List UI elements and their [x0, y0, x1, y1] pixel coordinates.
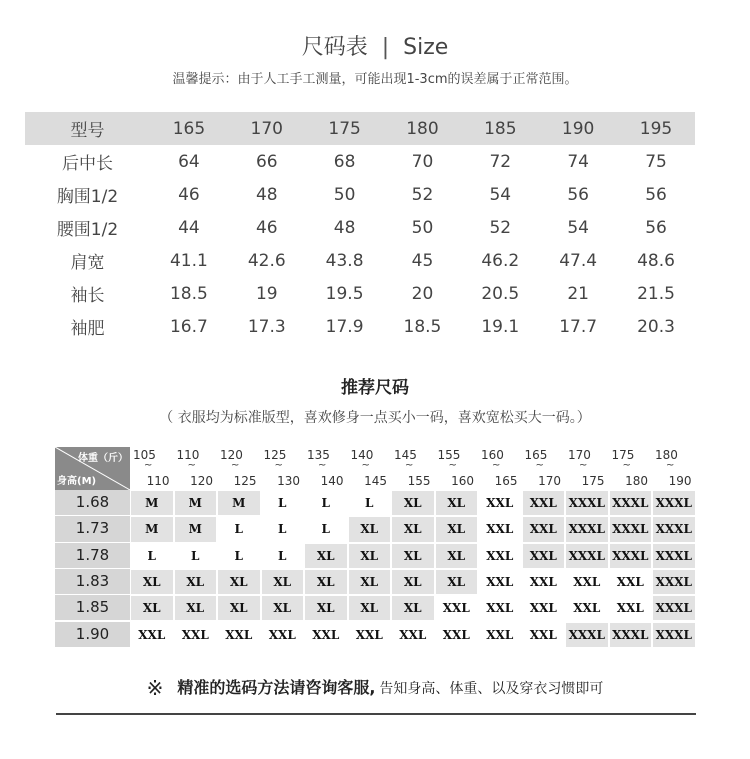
size-recommendation-cell: XL — [262, 596, 304, 620]
size-cell: 48.6 — [637, 250, 675, 271]
size-cell: 74 — [567, 151, 589, 172]
footer-tail: 告知身高、体重、以及穿衣习惯即可 — [379, 681, 604, 697]
weight-header — [522, 447, 566, 490]
size-row — [25, 145, 695, 178]
weight-header — [391, 447, 435, 490]
size-recommendation-cell: XXXL — [653, 491, 695, 515]
size-recommendation-cell: L — [218, 517, 260, 541]
size-recommendation-cell: XXXL — [653, 517, 695, 541]
size-recommendation-cell: L — [305, 517, 347, 541]
weight-from: 125 — [263, 448, 287, 462]
weight-header — [174, 447, 218, 490]
size-cell: 47.4 — [559, 250, 598, 271]
size-recommendation-cell: XL — [436, 491, 478, 515]
size-recommendation-cell: XXL — [610, 570, 652, 594]
size-cell: 41.1 — [169, 250, 208, 271]
size-header-row — [25, 112, 695, 145]
size-recommendation-cell: M — [218, 491, 260, 515]
weight-from: 165 — [524, 448, 548, 462]
size-cell: 20.5 — [481, 283, 520, 304]
page-title — [0, 30, 750, 61]
weight-header — [130, 447, 174, 490]
size-recommendation-cell: XXL — [523, 491, 565, 515]
size-cell: 56 — [567, 184, 589, 205]
size-cell: 48 — [255, 184, 278, 205]
weight-to: 190 — [668, 474, 692, 488]
size-cell: 17.9 — [325, 316, 364, 337]
size-recommendation-cell: XXXL — [566, 623, 608, 647]
size-cell: 66 — [255, 151, 278, 172]
size-cell: 18.5 — [169, 283, 208, 304]
size-cell: 46.2 — [481, 250, 520, 271]
size-recommendation-cell: XXL — [262, 623, 304, 647]
weight-tilde: ~ — [579, 460, 588, 471]
size-recommendation-cell: XXL — [131, 623, 173, 647]
size-recommendation-cell: XL — [349, 596, 391, 620]
size-recommendation-cell: XXL — [566, 596, 608, 620]
height-label: 1.83 — [55, 569, 130, 594]
size-recommendation-cell: XL — [305, 570, 347, 594]
weight-to: 170 — [538, 474, 561, 488]
size-cell: 48 — [333, 217, 356, 238]
weight-from: 180 — [655, 448, 678, 462]
size-row-label: 袖长 — [70, 286, 105, 306]
size-cell: 21 — [567, 283, 589, 304]
size-cell: 70 — [411, 151, 434, 172]
size-cell: 43.8 — [325, 250, 364, 271]
size-cell: 75 — [645, 151, 667, 172]
size-cell: 52 — [489, 217, 512, 238]
size-recommendation-cell: XL — [175, 570, 217, 594]
size-recommendation-cell: XXL — [175, 623, 217, 647]
weight-to: 175 — [581, 474, 605, 488]
weight-tilde: ~ — [622, 460, 631, 471]
size-cell: 19.1 — [481, 316, 520, 337]
size-cell: 20.3 — [637, 316, 675, 337]
size-recommendation-cell: XXXL — [653, 570, 695, 594]
size-recommendation-cell: XL — [436, 570, 478, 594]
size-recommendation-cell: XXXL — [610, 517, 652, 541]
size-recommendation-cell: XL — [175, 596, 217, 620]
size-cell: 21.5 — [637, 283, 675, 304]
recommend-grid — [55, 447, 696, 648]
size-recommendation-cell: XL — [349, 570, 391, 594]
size-cell: 18.5 — [403, 316, 442, 337]
title-en: Size — [403, 35, 449, 60]
size-recommendation-cell: XL — [436, 517, 478, 541]
size-recommendation-cell: XL — [392, 517, 434, 541]
weight-tilde: ~ — [492, 460, 501, 471]
size-cell: 195 — [617, 112, 695, 145]
corner-weight-label: 体重（斤） — [78, 453, 128, 464]
size-recommendation-cell: M — [131, 491, 173, 515]
weight-to: 155 — [407, 474, 431, 488]
size-cell: 17.7 — [559, 316, 598, 337]
size-recommendation-cell: L — [349, 491, 391, 515]
weight-to: 140 — [320, 474, 344, 488]
size-recommendation-cell: XL — [131, 570, 173, 594]
size-recommendation-cell: XL — [436, 544, 478, 568]
recommend-subtitle: （ 衣服均为标准版型，喜欢修身一点买小一码，喜欢宽松买大一码。） — [159, 410, 591, 426]
size-row-label: 后中长 — [62, 154, 113, 174]
weight-to: 125 — [233, 474, 257, 488]
weight-tilde: ~ — [144, 460, 153, 471]
size-recommendation-cell: XXL — [479, 544, 521, 568]
size-recommendation-cell: L — [305, 491, 347, 515]
size-cell: 175 — [306, 112, 384, 145]
weight-from: 145 — [394, 448, 417, 462]
weight-tilde: ~ — [535, 460, 544, 471]
size-recommendation-cell: XXL — [218, 623, 260, 647]
size-recommendation-cell: XXL — [610, 596, 652, 620]
size-cell: 54 — [489, 184, 512, 205]
weight-tilde: ~ — [187, 460, 196, 471]
weight-to: 180 — [625, 474, 648, 488]
size-recommendation-cell: XXL — [479, 596, 521, 620]
size-row-label: 胸围1/2 — [56, 187, 119, 207]
size-cell: 68 — [333, 151, 356, 172]
size-cell: 170 — [228, 112, 306, 145]
size-recommendation-cell: XXL — [305, 623, 347, 647]
size-cell: 185 — [461, 112, 539, 145]
size-row-label: 型号 — [25, 112, 150, 145]
weight-from: 140 — [350, 448, 374, 462]
size-recommendation-cell: XXXL — [610, 491, 652, 515]
size-row — [25, 178, 695, 211]
size-cell: 50 — [333, 184, 356, 205]
recommend-title: 推荐尺码 — [341, 378, 409, 398]
weight-to: 145 — [364, 474, 387, 488]
weight-tilde: ~ — [405, 460, 414, 471]
size-recommendation-cell: XXXL — [566, 517, 608, 541]
size-recommendation-cell: M — [175, 491, 217, 515]
size-cell: 46 — [255, 217, 278, 238]
weight-from: 135 — [307, 448, 330, 462]
size-cell: 56 — [645, 184, 667, 205]
weight-tilde: ~ — [448, 460, 457, 471]
size-recommendation-cell: XXL — [523, 517, 565, 541]
measurement-note: 温馨提示：由于人工手工测量，可能出现1-3cm的误差属于正常范围。 — [172, 72, 578, 87]
weight-from: 160 — [481, 448, 504, 462]
size-row — [25, 211, 695, 244]
size-recommendation-cell: XXXL — [653, 623, 695, 647]
size-cell: 56 — [645, 217, 667, 238]
size-row — [25, 244, 695, 277]
height-label: 1.73 — [55, 516, 130, 541]
size-cell: 52 — [411, 184, 434, 205]
size-cell: 46 — [178, 184, 200, 205]
reference-mark: ※ — [146, 676, 164, 700]
size-cell: 17.3 — [247, 316, 286, 337]
size-cell: 20 — [411, 283, 434, 304]
size-recommendation-cell: M — [175, 517, 217, 541]
weight-to: 130 — [277, 474, 300, 488]
size-recommendation-cell: L — [262, 517, 304, 541]
size-recommendation-cell: XL — [218, 570, 260, 594]
size-cell: 165 — [150, 112, 228, 145]
size-row-label: 袖肥 — [70, 319, 105, 339]
size-recommendation-cell: XL — [349, 517, 391, 541]
weight-header — [435, 447, 479, 490]
grid-corner — [55, 447, 130, 490]
size-recommendation-cell: L — [262, 544, 304, 568]
height-label: 1.68 — [55, 490, 130, 515]
weight-tilde: ~ — [666, 460, 675, 471]
size-recommendation-cell: XXXL — [566, 491, 608, 515]
weight-header — [609, 447, 653, 490]
weight-header — [652, 447, 696, 490]
weight-header — [217, 447, 261, 490]
size-recommendation-cell: XXL — [523, 623, 565, 647]
size-recommendation-cell: XL — [392, 544, 434, 568]
size-recommendation-cell: XXL — [566, 570, 608, 594]
size-recommendation-cell: XXL — [523, 596, 565, 620]
footer-note — [0, 675, 750, 700]
size-recommendation-cell: XXL — [479, 491, 521, 515]
size-row-label: 肩宽 — [70, 253, 105, 273]
weight-from: 120 — [220, 448, 243, 462]
size-recommendation-cell: XL — [131, 596, 173, 620]
size-recommendation-cell: XXL — [436, 596, 478, 620]
weight-to: 120 — [190, 474, 213, 488]
bottom-rule — [56, 713, 696, 715]
size-cell: 16.7 — [169, 316, 208, 337]
size-recommendation-cell: XL — [218, 596, 260, 620]
weight-header — [565, 447, 609, 490]
size-cell: 54 — [567, 217, 589, 238]
size-row — [25, 310, 695, 343]
weight-header — [478, 447, 522, 490]
size-cell: 45 — [411, 250, 434, 271]
size-recommendation-cell: XXL — [436, 623, 478, 647]
weight-tilde: ~ — [318, 460, 327, 471]
size-recommendation-cell: XXL — [479, 623, 521, 647]
weight-from: 170 — [568, 448, 591, 462]
size-recommendation-cell: XXL — [523, 544, 565, 568]
size-recommendation-cell: XL — [392, 570, 434, 594]
size-row-label: 腰围1/2 — [56, 220, 119, 240]
size-row — [25, 277, 695, 310]
size-recommendation-cell: XXXL — [566, 544, 608, 568]
weight-tilde: ~ — [274, 460, 283, 471]
title-separator: | — [381, 35, 390, 60]
weight-to: 165 — [494, 474, 518, 488]
size-recommendation-cell: XL — [392, 596, 434, 620]
size-cell: 64 — [178, 151, 200, 172]
height-label: 1.78 — [55, 543, 130, 568]
size-recommendation-cell: XXL — [479, 570, 521, 594]
weight-header — [348, 447, 392, 490]
weight-from: 110 — [176, 448, 200, 462]
size-recommendation-cell: XXL — [392, 623, 434, 647]
size-recommendation-cell: XL — [305, 596, 347, 620]
size-recommendation-cell: M — [131, 517, 173, 541]
title-cn: 尺码表 — [301, 35, 368, 60]
height-label: 1.85 — [55, 595, 130, 620]
size-recommendation-cell: XXXL — [653, 596, 695, 620]
weight-tilde: ~ — [361, 460, 370, 471]
weight-header — [304, 447, 348, 490]
weight-from: 155 — [437, 448, 461, 462]
size-cell: 190 — [539, 112, 617, 145]
weight-tilde: ~ — [231, 460, 240, 471]
size-cell: 72 — [489, 151, 512, 172]
size-table — [25, 112, 695, 343]
size-recommendation-cell: L — [131, 544, 173, 568]
size-cell: 180 — [384, 112, 462, 145]
size-cell: 44 — [178, 217, 200, 238]
size-recommendation-cell: XXXL — [610, 623, 652, 647]
size-recommendation-cell: XL — [349, 544, 391, 568]
size-recommendation-cell: XXXL — [653, 544, 695, 568]
height-label: 1.90 — [55, 622, 130, 647]
size-recommendation-cell: XL — [392, 491, 434, 515]
corner-height-label: 身高(M) — [57, 476, 97, 487]
weight-to: 110 — [146, 474, 170, 488]
size-cell: 19.5 — [325, 283, 364, 304]
size-recommendation-cell: XL — [305, 544, 347, 568]
size-recommendation-cell: XL — [262, 570, 304, 594]
size-recommendation-cell: XXL — [349, 623, 391, 647]
size-recommendation-cell: L — [218, 544, 260, 568]
size-cell: 42.6 — [247, 250, 286, 271]
size-cell: 50 — [411, 217, 434, 238]
size-recommendation-cell: XXL — [479, 517, 521, 541]
weight-from: 105 — [133, 448, 156, 462]
size-recommendation-cell: XXXL — [610, 544, 652, 568]
size-recommendation-cell: L — [175, 544, 217, 568]
size-recommendation-cell: L — [262, 491, 304, 515]
weight-header — [261, 447, 305, 490]
weight-to: 160 — [451, 474, 474, 488]
size-recommendation-cell: XXL — [523, 570, 565, 594]
size-cell: 19 — [255, 283, 278, 304]
footer-strong: 精准的选码方法请咨询客服, — [177, 678, 376, 697]
weight-from: 175 — [611, 448, 635, 462]
